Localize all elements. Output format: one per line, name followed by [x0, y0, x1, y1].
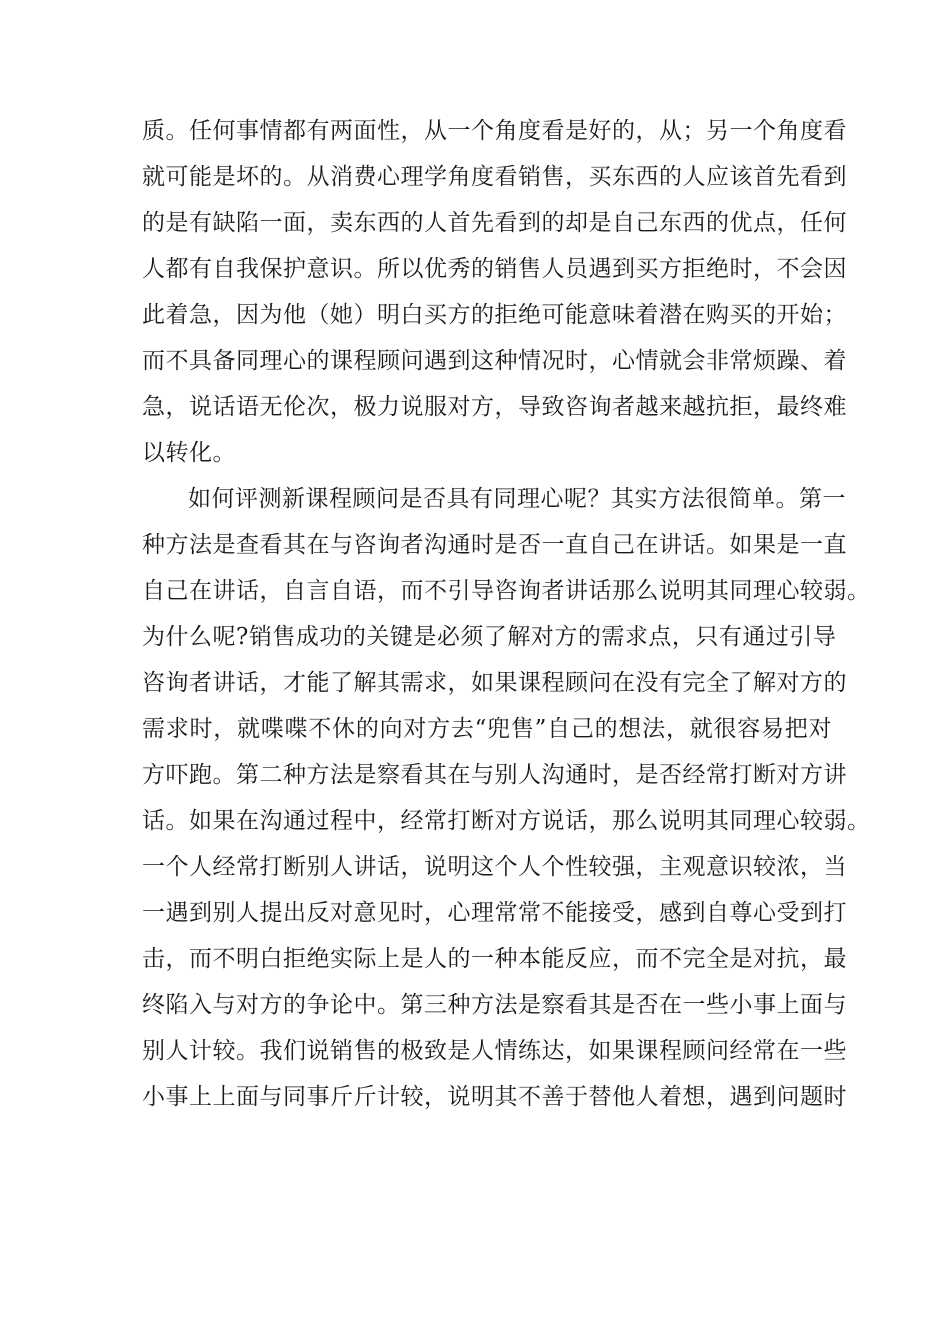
text-line: 别人计较。我们说销售的极致是人情练达，如果课程顾问经常在一些 [142, 1038, 847, 1064]
text-line: 需求时，就喋喋不休的向对方去“兜售”自己的想法，就很容易把对 [142, 716, 832, 742]
text-line: 为什么呢?销售成功的关键是必须了解对方的需求点，只有通过引导 [142, 624, 837, 650]
text-line: 击，而不明白拒绝实际上是人的一种本能反应，而不完全是对抗，最 [142, 946, 847, 972]
text-line: 如何评测新课程顾问是否具有同理心呢？其实方法很简单。第一 [188, 486, 846, 512]
paragraph-1 [142, 108, 847, 476]
text-line: 话。如果在沟通过程中，经常打断对方说话，那么说明其同理心较弱。 [142, 808, 871, 834]
text-line: 以转化。 [142, 440, 236, 466]
text-line: 咨询者讲话，才能了解其需求，如果课程顾问在没有完全了解对方的 [142, 670, 847, 696]
text-line: 方吓跑。第二种方法是察看其在与别人沟通时，是否经常打断对方讲 [142, 762, 847, 788]
text-line: 质。任何事情都有两面性，从一个角度看是好的，从；另一个角度看 [142, 118, 847, 144]
text-line: 就可能是坏的。从消费心理学角度看销售，买东西的人应该首先看到 [142, 164, 847, 190]
text-line: 终陷入与对方的争论中。第三种方法是察看其是否在一些小事上面与 [142, 992, 847, 1018]
text-line: 而不具备同理心的课程顾问遇到这种情况时，心情就会非常烦躁、着 [142, 348, 847, 374]
text-line: 种方法是查看其在与咨询者沟通时是否一直自己在讲话。如果是一直 [142, 532, 847, 558]
body-text [142, 108, 871, 1120]
text-line: 急，说话语无伦次，极力说服对方，导致咨询者越来越抗拒，最终难 [142, 394, 847, 420]
text-line: 的是有缺陷一面，卖东西的人首先看到的却是自己东西的优点，任何 [142, 210, 847, 236]
text-line: 小事上上面与同事斤斤计较，说明其不善于替他人着想，遇到问题时 [142, 1084, 847, 1110]
text-line: 此着急，因为他（她）明白买方的拒绝可能意味着潜在购买的开始； [142, 302, 847, 328]
text-line: 自己在讲话，自言自语，而不引导咨询者讲话那么说明其同理心较弱。 [142, 578, 871, 604]
text-line: 一个人经常打断别人讲话，说明这个人个性较强，主观意识较浓，当 [142, 854, 847, 880]
paragraph-2 [142, 476, 871, 1120]
text-line: 人都有自我保护意识。所以优秀的销售人员遇到买方拒绝时，不会因 [142, 256, 847, 282]
text-line: 一遇到别人提出反对意见时，心理常常不能接受，感到自尊心受到打 [142, 900, 847, 926]
